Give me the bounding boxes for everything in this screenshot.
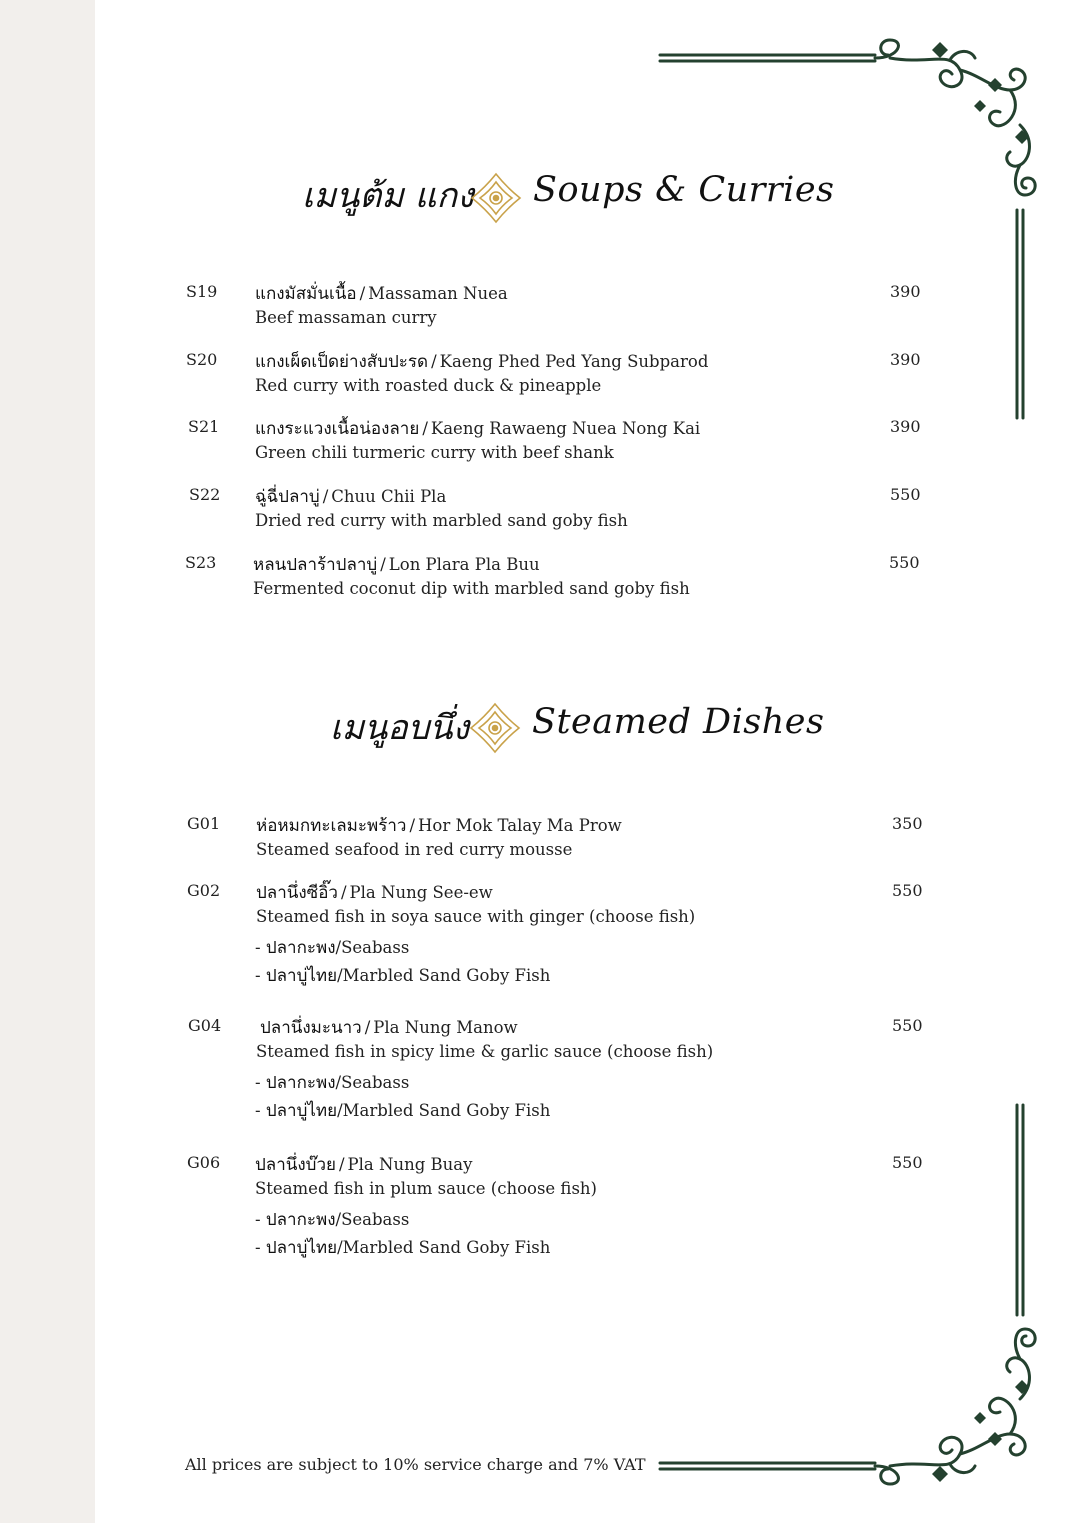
name-separator: / bbox=[364, 1018, 371, 1037]
option-prefix: - bbox=[255, 1101, 261, 1120]
item-name-english: Pla Nung Buay bbox=[347, 1155, 473, 1174]
option-english: Marbled Sand Goby Fish bbox=[342, 966, 551, 985]
item-name-thai: ห่อหมกทะเลมะพร้าว bbox=[256, 816, 407, 836]
item-name-english: Hor Mok Talay Ma Prow bbox=[418, 816, 622, 835]
option-english: Seabass bbox=[341, 1210, 410, 1229]
section-title-thai: เมนูต้ม แกง bbox=[302, 176, 474, 216]
item-code: G02 bbox=[187, 881, 221, 900]
name-separator: / bbox=[338, 1155, 345, 1174]
item-code: S21 bbox=[188, 417, 220, 436]
name-separator: / bbox=[431, 352, 437, 371]
option-thai: ปลาบู่ไทย bbox=[265, 1101, 338, 1121]
option-prefix: - bbox=[255, 1238, 261, 1257]
option-prefix: - bbox=[255, 966, 261, 985]
item-name-thai: แกงเผ็ดเป็ดย่างสับปะรด bbox=[255, 352, 429, 372]
item-name-thai: แกงมัสมั่นเนื้อ bbox=[255, 284, 357, 304]
corner-flourish-bottom-icon bbox=[650, 1100, 1050, 1500]
option-thai: ปลากะพง bbox=[265, 1073, 336, 1093]
section-title-english: Soups & Curries bbox=[533, 170, 835, 210]
name-separator: / bbox=[337, 1238, 343, 1257]
item-description: Beef massaman curry bbox=[255, 308, 437, 327]
name-separator: / bbox=[422, 419, 428, 438]
item-name-thai: ฉู่ฉี่ปลาบู่ bbox=[255, 487, 320, 507]
item-name bbox=[255, 483, 446, 510]
item-description: Steamed fish in plum sauce (choose fish) bbox=[255, 1179, 597, 1198]
option-thai: ปลากะพง bbox=[265, 1210, 336, 1230]
item-name-thai: แกงระแวงเนื้อน่องลาย bbox=[255, 419, 420, 439]
item-price: 550 bbox=[892, 1016, 923, 1035]
item-name-thai: หลนปลาร้าปลาบู่ bbox=[253, 555, 378, 575]
option-english: Seabass bbox=[341, 1073, 410, 1092]
option-english: Seabass bbox=[341, 938, 410, 957]
item-code: S19 bbox=[186, 282, 218, 301]
item-price: 350 bbox=[892, 814, 923, 833]
option-english: Marbled Sand Goby Fish bbox=[342, 1101, 551, 1120]
option-thai: ปลากะพง bbox=[265, 938, 336, 958]
item-code: G06 bbox=[187, 1153, 221, 1172]
option-thai: ปลาบู่ไทย bbox=[265, 1238, 338, 1258]
name-separator: / bbox=[380, 555, 386, 574]
item-description: Red curry with roasted duck & pineapple bbox=[255, 376, 602, 395]
item-price: 390 bbox=[890, 417, 921, 436]
name-separator: / bbox=[337, 1101, 343, 1120]
item-name-english: Chuu Chii Pla bbox=[331, 487, 447, 506]
item-name bbox=[253, 551, 540, 578]
name-separator: / bbox=[337, 966, 343, 985]
option-prefix: - bbox=[255, 1073, 261, 1092]
fish-option bbox=[255, 1097, 550, 1124]
item-code: S20 bbox=[186, 350, 218, 369]
item-description: Steamed fish in spicy lime & garlic sauce (choose fish) bbox=[256, 1042, 714, 1061]
item-name-thai: ปลานึ่งบ๊วย bbox=[255, 1155, 336, 1175]
name-separator: / bbox=[359, 284, 366, 303]
item-name-english: Kaeng Rawaeng Nuea Nong Kai bbox=[430, 419, 701, 438]
item-description: Steamed fish in soya sauce with ginger (choose fish) bbox=[256, 907, 696, 926]
name-separator: / bbox=[335, 1073, 342, 1092]
fish-option bbox=[255, 1206, 409, 1233]
section-title-english: Steamed Dishes bbox=[532, 702, 825, 742]
item-description: Green chili turmeric curry with beef shank bbox=[255, 443, 614, 462]
option-thai: ปลาบู่ไทย bbox=[265, 966, 338, 986]
name-separator: / bbox=[322, 487, 329, 506]
item-name bbox=[255, 415, 700, 442]
item-name bbox=[256, 812, 622, 839]
item-code: S23 bbox=[185, 553, 217, 572]
item-name-english: Lon Plara Pla Buu bbox=[388, 555, 540, 574]
item-name bbox=[255, 348, 708, 375]
item-price: 390 bbox=[890, 350, 921, 369]
price-disclaimer-footer: All prices are subject to 10% service charge and 7% VAT bbox=[185, 1455, 646, 1474]
fish-option bbox=[255, 934, 409, 961]
section-title-thai: เมนูอบนึ่ง bbox=[330, 708, 470, 748]
item-description: Steamed seafood in red curry mousse bbox=[256, 840, 573, 859]
name-separator: / bbox=[335, 1210, 342, 1229]
item-name bbox=[260, 1014, 518, 1041]
item-price: 550 bbox=[892, 1153, 923, 1172]
item-name bbox=[255, 280, 508, 307]
item-name-english: Pla Nung See-ew bbox=[349, 883, 493, 902]
item-name-thai: ปลานึ่งมะนาว bbox=[260, 1018, 362, 1038]
item-price: 550 bbox=[889, 553, 920, 572]
item-name bbox=[255, 1151, 472, 1178]
thai-flower-icon bbox=[470, 172, 522, 224]
option-english: Marbled Sand Goby Fish bbox=[342, 1238, 551, 1257]
item-price: 550 bbox=[890, 485, 921, 504]
section-title-steamed bbox=[0, 682, 1076, 772]
item-description: Fermented coconut dip with marbled sand goby fish bbox=[253, 579, 690, 598]
section-title-soups bbox=[0, 150, 1076, 240]
item-name-thai: ปลานึ่งซีอิ๊ว bbox=[256, 883, 338, 903]
item-name-english: Kaeng Phed Ped Yang Subparod bbox=[439, 352, 709, 371]
item-name-english: Massaman Nuea bbox=[368, 284, 508, 303]
fish-option bbox=[255, 962, 550, 989]
fish-option bbox=[255, 1234, 550, 1261]
item-name-english: Pla Nung Manow bbox=[373, 1018, 518, 1037]
option-prefix: - bbox=[255, 938, 261, 957]
item-name bbox=[256, 879, 493, 906]
item-code: S22 bbox=[189, 485, 221, 504]
thai-flower-icon bbox=[469, 702, 521, 754]
name-separator: / bbox=[340, 883, 347, 902]
item-code: G01 bbox=[187, 814, 221, 833]
fish-option bbox=[255, 1069, 409, 1096]
item-price: 550 bbox=[892, 881, 923, 900]
name-separator: / bbox=[335, 938, 342, 957]
item-description: Dried red curry with marbled sand goby fish bbox=[255, 511, 628, 530]
name-separator: / bbox=[409, 816, 416, 835]
item-price: 390 bbox=[890, 282, 921, 301]
option-prefix: - bbox=[255, 1210, 261, 1229]
item-code: G04 bbox=[188, 1016, 222, 1035]
